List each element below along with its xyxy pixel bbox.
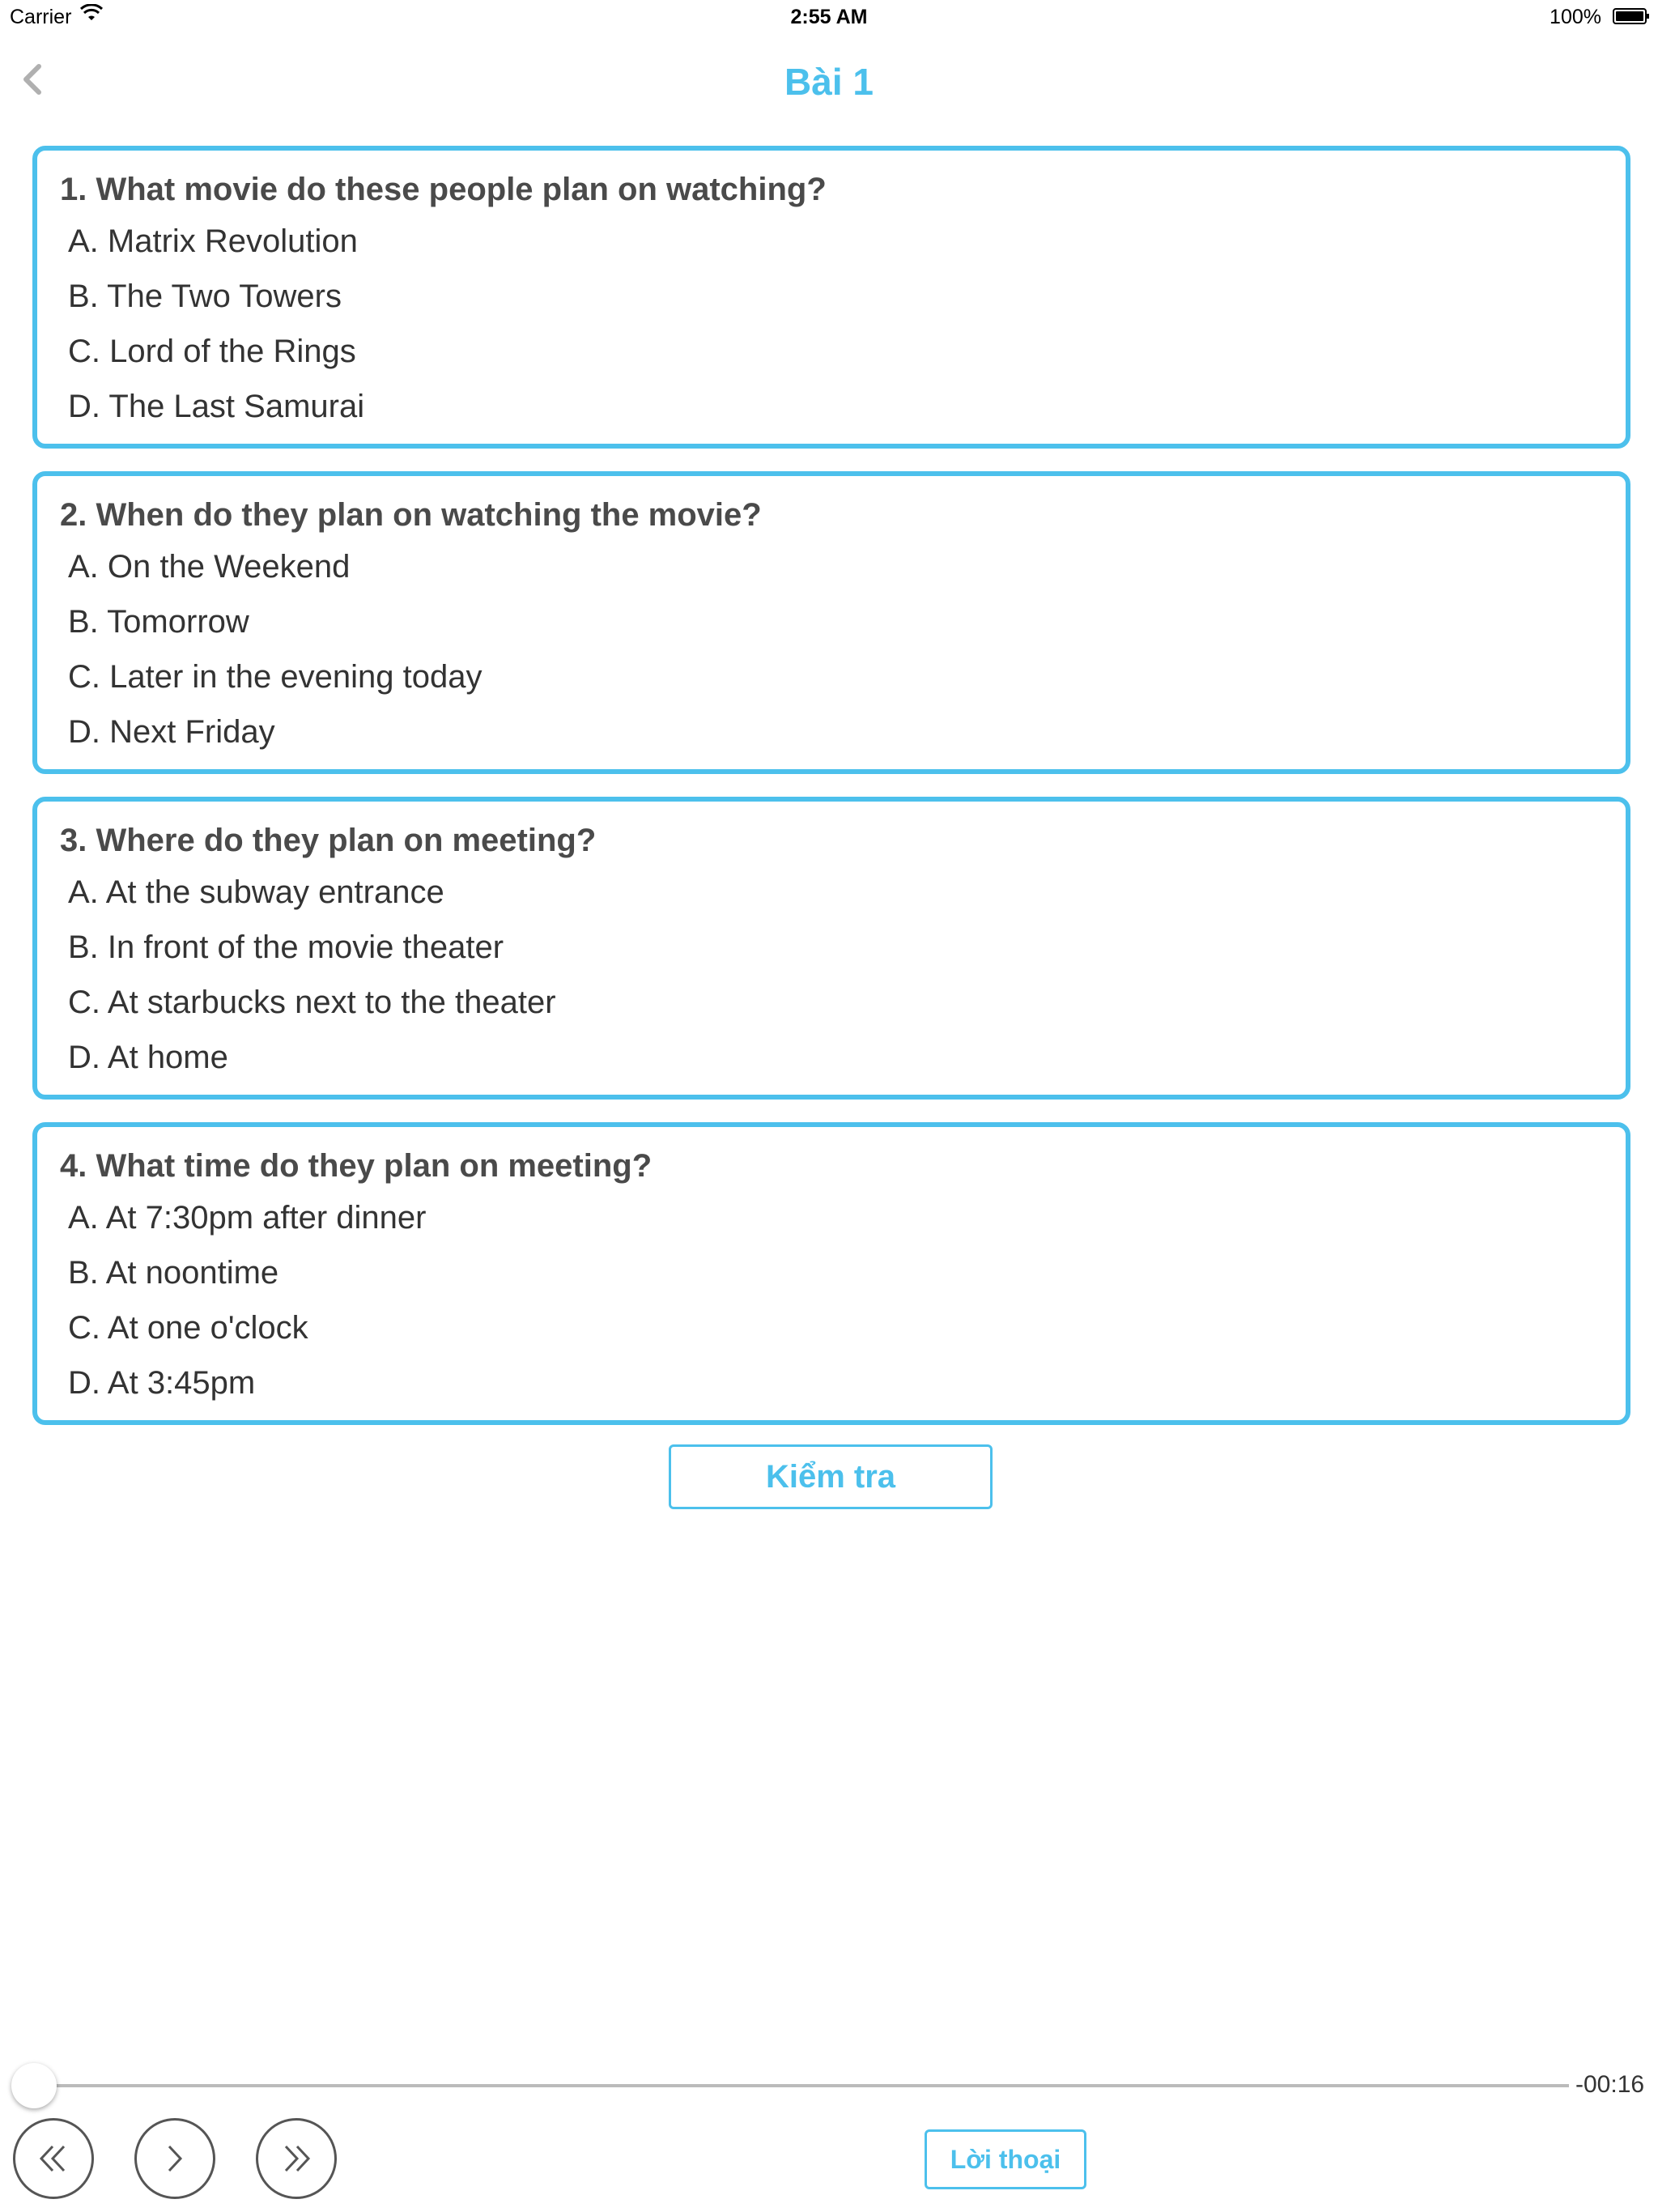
- question-text: 1. What movie do these people plan on watching?: [60, 172, 827, 207]
- option-d[interactable]: D. The Last Samurai: [68, 389, 365, 424]
- chevron-right-icon: [153, 2137, 197, 2180]
- option-a[interactable]: A. Matrix Revolution: [68, 223, 358, 259]
- question-text: 2. When do they plan on watching the movie?: [60, 497, 762, 533]
- audio-progress-track[interactable]: [34, 2084, 1569, 2087]
- option-b[interactable]: B. Tomorrow: [68, 604, 249, 640]
- option-b[interactable]: B. In front of the movie theater: [68, 929, 504, 965]
- question-card-4: [32, 1122, 1630, 1425]
- question-card-2: [32, 471, 1630, 774]
- option-d[interactable]: D. At 3:45pm: [68, 1365, 256, 1401]
- battery-percentage: 100%: [1550, 6, 1601, 28]
- option-c[interactable]: C. At one o'clock: [68, 1310, 308, 1346]
- option-c[interactable]: C. Later in the evening today: [68, 659, 483, 695]
- play-button[interactable]: [134, 2118, 215, 2199]
- option-b[interactable]: B. The Two Towers: [68, 279, 342, 314]
- question-text: 4. What time do they plan on meeting?: [60, 1148, 653, 1184]
- double-chevron-right-icon: [274, 2137, 318, 2180]
- transcript-button[interactable]: Lời thoại: [925, 2129, 1086, 2189]
- rewind-button[interactable]: [13, 2118, 94, 2199]
- question-card-3: [32, 797, 1630, 1100]
- time-remaining: -00:16: [1575, 2071, 1645, 2098]
- carrier-label: Carrier: [10, 6, 72, 28]
- option-a[interactable]: A. At 7:30pm after dinner: [68, 1200, 427, 1236]
- option-c[interactable]: C. At starbucks next to the theater: [68, 985, 556, 1020]
- double-chevron-left-icon: [32, 2137, 75, 2180]
- check-answers-button[interactable]: Kiểm tra: [669, 1444, 993, 1509]
- status-bar: [0, 0, 1658, 32]
- option-a[interactable]: A. On the Weekend: [68, 549, 351, 585]
- question-text: 3. Where do they plan on meeting?: [60, 823, 597, 858]
- battery-icon: [1613, 8, 1650, 24]
- option-d[interactable]: D. At home: [68, 1040, 228, 1075]
- option-c[interactable]: C. Lord of the Rings: [68, 334, 356, 369]
- question-list: [32, 146, 1630, 1448]
- question-card-1: [32, 146, 1630, 449]
- option-b[interactable]: B. At noontime: [68, 1255, 279, 1291]
- navigation-bar: [0, 32, 1658, 130]
- fast-forward-button[interactable]: [256, 2118, 337, 2199]
- audio-progress-thumb[interactable]: [11, 2063, 57, 2108]
- page-title: Bài 1: [784, 61, 874, 103]
- option-d[interactable]: D. Next Friday: [68, 714, 275, 750]
- option-a[interactable]: A. At the subway entrance: [68, 874, 444, 910]
- clock: 2:55 AM: [790, 6, 868, 28]
